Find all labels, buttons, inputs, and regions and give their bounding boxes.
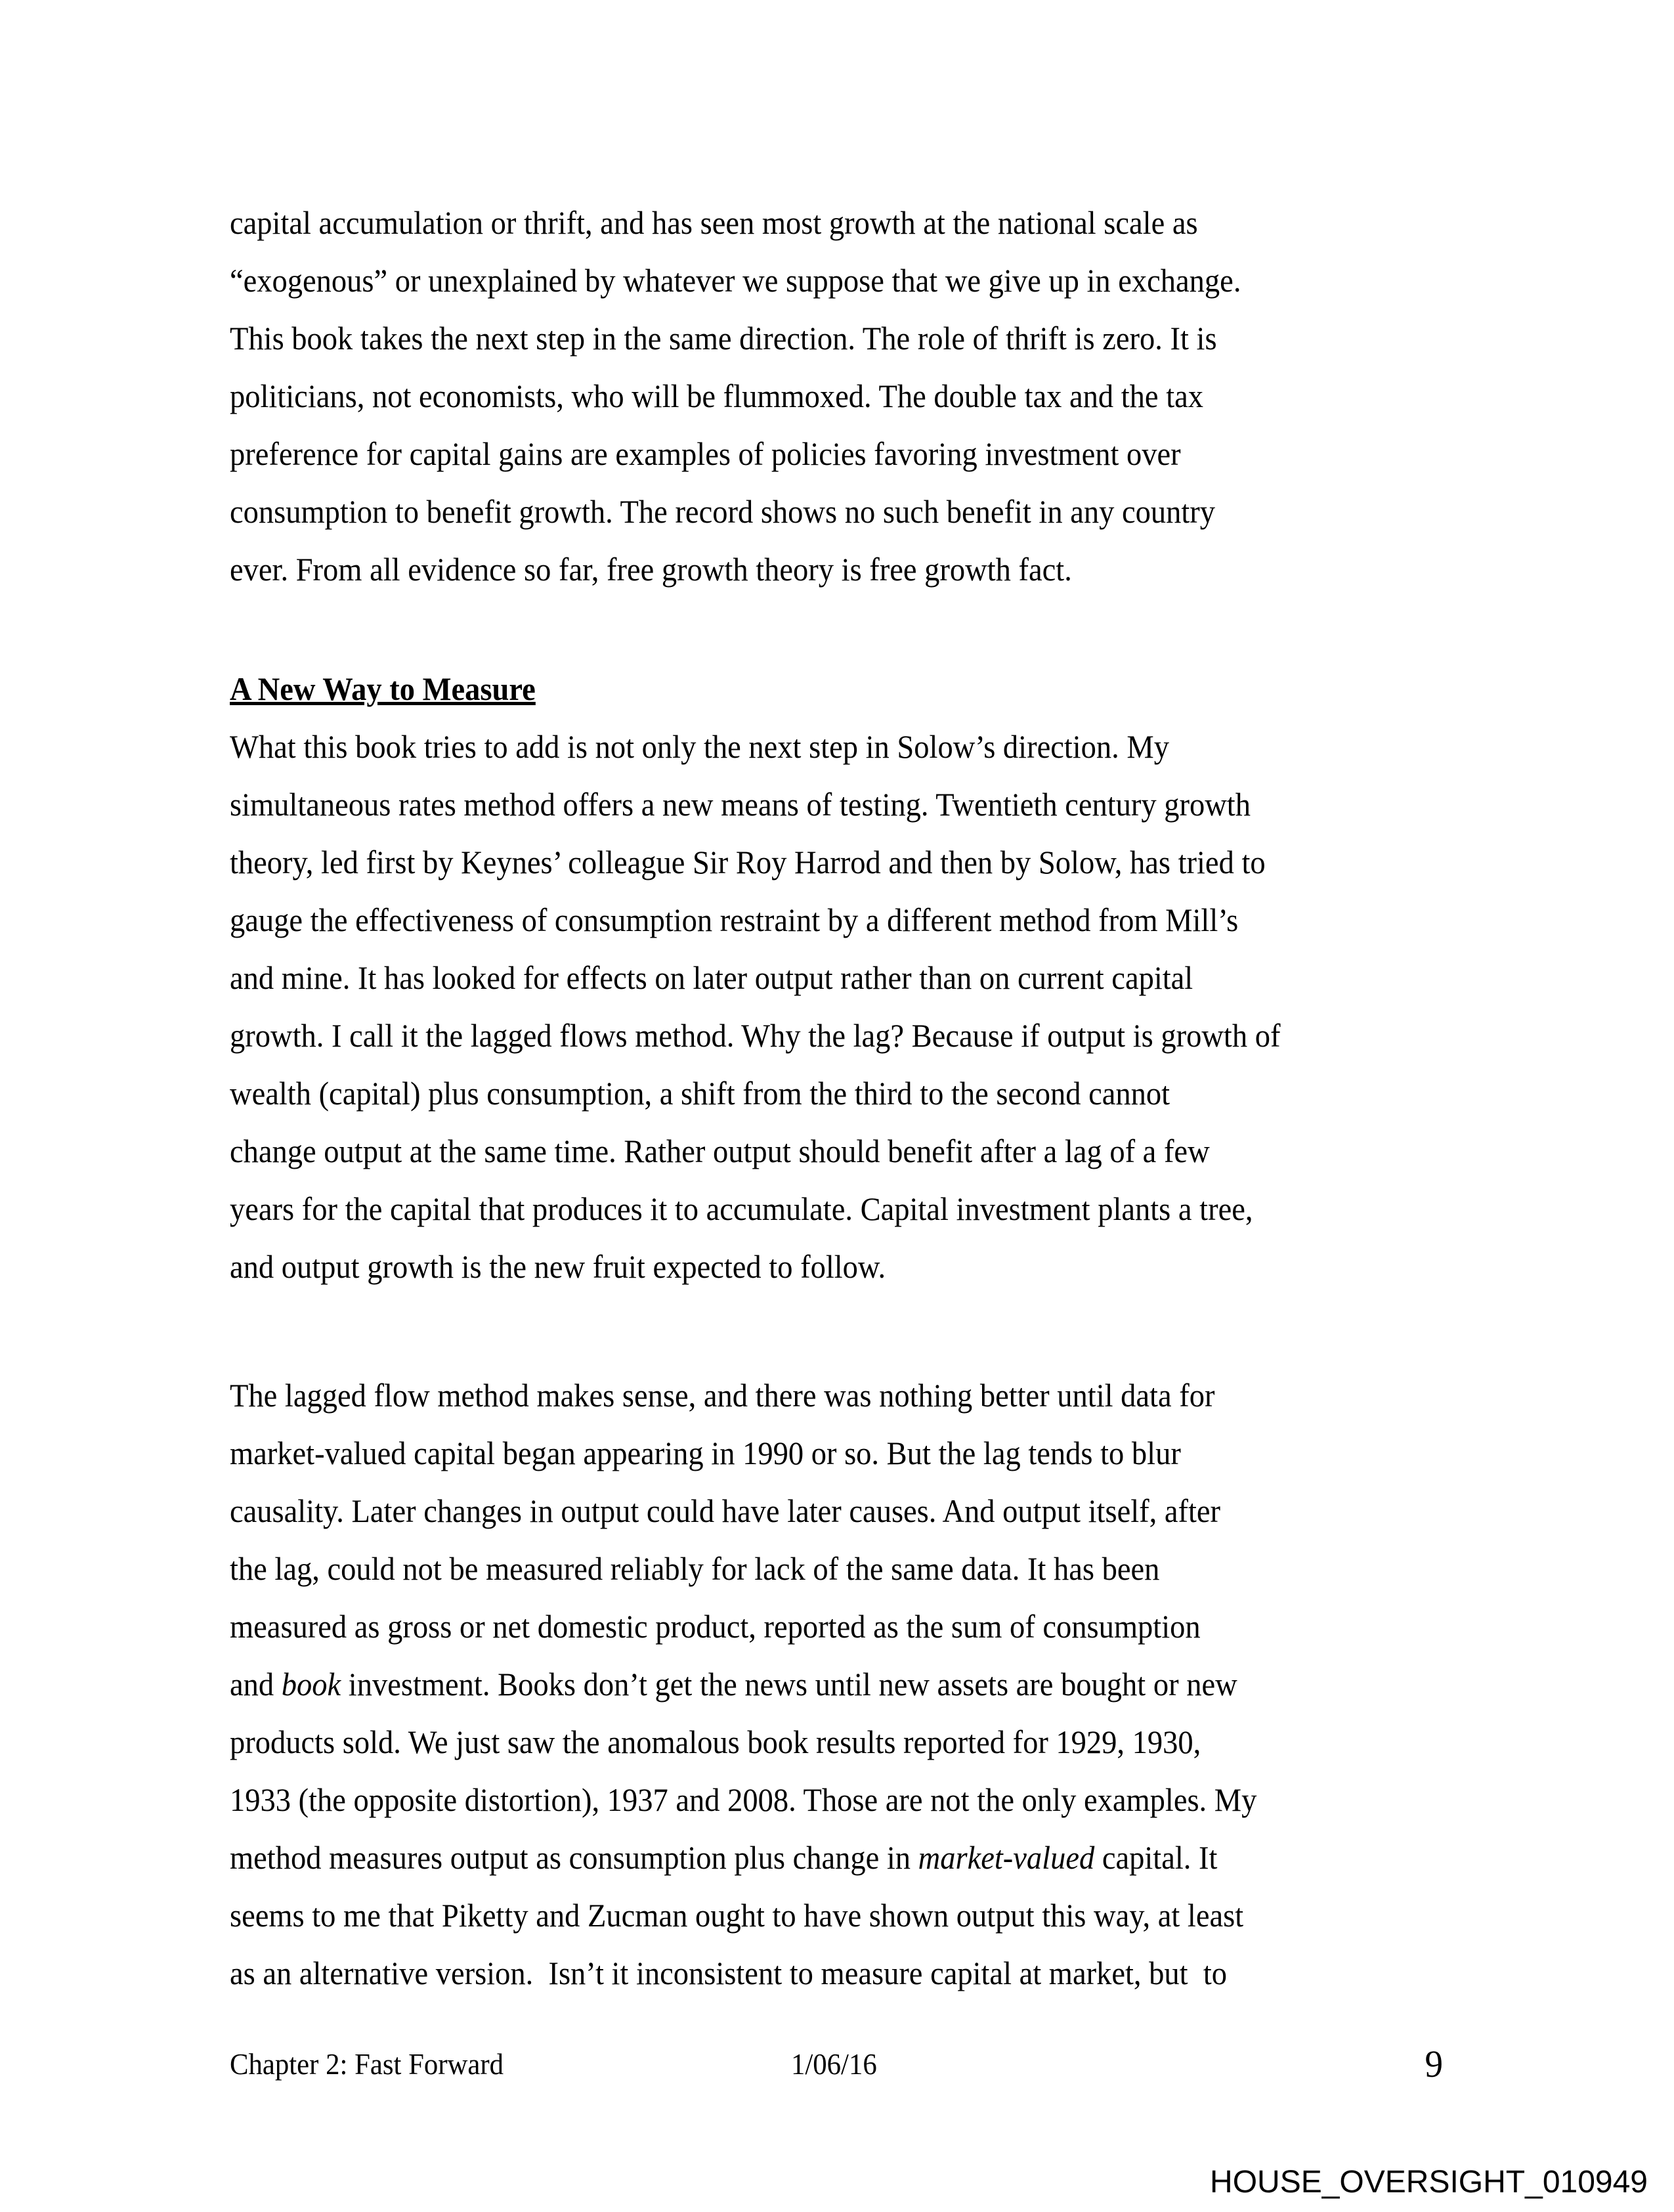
footer-page-number: 9: [1425, 2043, 1443, 2085]
document-body: [230, 194, 1451, 2002]
text-line: preference for capital gains are examples of policies favoring investment over: [230, 435, 1181, 472]
text-line: What this book tries to add is not only the next step in Solow’s direction. My: [230, 728, 1170, 765]
text-line: simultaneous rates method offers a new means of testing. Twentieth century growth: [230, 786, 1251, 823]
paragraph-1: [230, 194, 1451, 598]
text-line: The lagged flow method makes sense, and there was nothing better until data for: [230, 1377, 1215, 1414]
text-line: and mine. It has looked for effects on later output rather than on current capital: [230, 959, 1193, 996]
text-line: products sold. We just saw the anomalous book results reported for 1929, 1930,: [230, 1724, 1201, 1760]
text-line: years for the capital that produces it to accumulate. Capital investment plants a tree,: [230, 1190, 1253, 1227]
text-line: 1933 (the opposite distortion), 1937 and 2008. Those are not the only examples. My: [230, 1781, 1257, 1818]
paragraph-2: [230, 718, 1451, 1295]
text-line: method measures output as consumption plus change in market-valued capital. It: [230, 1839, 1218, 1876]
text-line: the lag, could not be measured reliably for lack of the same data. It has been: [230, 1550, 1160, 1587]
text-line: measured as gross or net domestic product, reported as the sum of consumption: [230, 1608, 1201, 1645]
text-line: politicians, not economists, who will be flummoxed. The double tax and the tax: [230, 378, 1204, 414]
text-line: causality. Later changes in output could have later causes. And output itself, after: [230, 1492, 1221, 1529]
text-line: wealth (capital) plus consumption, a shift from the third to the second cannot: [230, 1075, 1170, 1112]
text-line: seems to me that Piketty and Zucman ought to have shown output this way, at least: [230, 1897, 1244, 1934]
text-line: and output growth is the new fruit expected to follow.: [230, 1248, 886, 1285]
text-line: market-valued capital began appearing in 1990 or so. But the lag tends to blur: [230, 1435, 1181, 1471]
text-line: growth. I call it the lagged flows method. Why the lag? Because if output is growth of: [230, 1017, 1281, 1054]
text-line: change output at the same time. Rather output should benefit after a lag of a few: [230, 1133, 1210, 1169]
footer-date: 1/06/16: [791, 2047, 877, 2081]
footer-chapter-label: Chapter 2: Fast Forward: [230, 2047, 504, 2081]
text-line: ever. From all evidence so far, free growth theory is free growth fact.: [230, 551, 1072, 588]
text-line: consumption to benefit growth. The record shows no such benefit in any country: [230, 493, 1216, 530]
text-line: as an alternative version. Isn’t it inconsistent to measure capital at market, but to: [230, 1955, 1227, 1991]
bates-stamp: HOUSE_OVERSIGHT_010949: [1210, 2165, 1648, 2200]
section-heading: A New Way to Measure: [230, 670, 536, 707]
text-line: capital accumulation or thrift, and has seen most growth at the national scale as: [230, 204, 1198, 241]
text-line: This book takes the next step in the same direction. The role of thrift is zero. It is: [230, 320, 1217, 357]
paragraph-3: [230, 1366, 1451, 2002]
text-line: theory, led first by Keynes’ colleague Sir Roy Harrod and then by Solow, has tried to: [230, 844, 1266, 880]
text-line: and book investment. Books don’t get the news until new assets are bought or new: [230, 1666, 1237, 1702]
text-line: gauge the effectiveness of consumption restraint by a different method from Mill’s: [230, 901, 1239, 938]
page-footer: [0, 2035, 1674, 2094]
text-line: “exogenous” or unexplained by whatever we suppose that we give up in exchange.: [230, 262, 1241, 299]
